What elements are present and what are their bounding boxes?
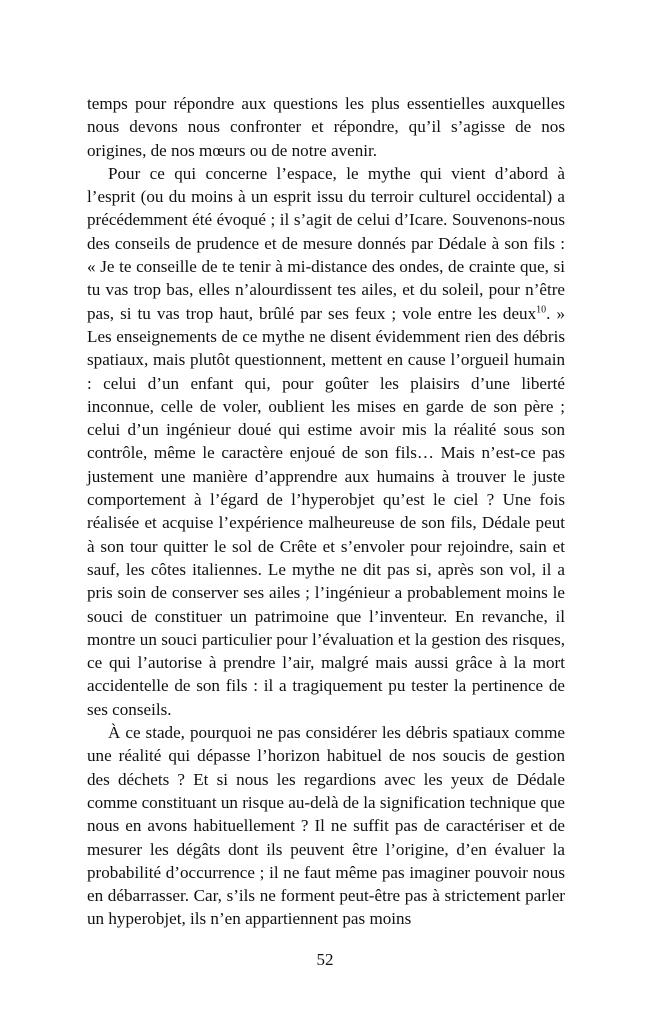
paragraph-text-after-note: . » Les enseignements de ce mythe ne disent évidemment rien des débris spatiaux, mais plutôt questionnent, mettent en cause l’orgueil humain : celui d’un enfant qui, pour goûter les plaisirs d’une liberté inconnue, celle de voler, oublient les mises en garde de son père ; celui d’un ingénieur doué qui estime avoir mis la réalité sous son contrôle, même le caractère enjoué de son fils… Mais n’est-ce pas justement une manière d’apprendre aux humains à trouver le juste comportement à l’égard de l’hyperobjet qu’est le ciel ? Une fois réalisée et acquise l’expérience malheureuse de son fils, Dédale peut à son tour quitter le sol de Crête et s’envoler pour rejoindre, sain et sauf, les côtes italiennes. Le mythe ne dit pas si, après son vol, il a pris soin de conserver ses ailes ; l’ingénieur a probablement moins le souci de constituer un patrimoine que l’inventeur. En revanche, il montre un souci particulier pour l’évaluation et la gestion des risques, ce qui l’autorise à prendre l’air, malgré mais aussi grâce à la mort accidentelle de son fils : il a tragiquement pu tester la pertinence de ses conseils. bbox=[87, 303, 566, 719]
page-number: 52 bbox=[316, 950, 334, 969]
body-text bbox=[87, 92, 565, 931]
paragraph-icarus-myth bbox=[87, 162, 565, 721]
paragraph-space-debris: À ce stade, pourquoi ne pas considérer les débris spatiaux comme une réalité qui dépasse l’horizon habituel de nos soucis de gestion des déchets ? Et si nous les regardions avec les yeux de Dédale comme constituant un risque au-delà de la signification technique que nous en avons habituellement ? Il ne suffit pas de caractériser et de mesurer les dégâts dont ils peuvent être l’origine, d’en évaluer la probabilité d’occurrence ; il ne faut même pas imaginer pouvoir nous en débarrasser. Car, s’ils ne forment peut-être pas à strictement parler un hyperobjet, ils n’en appartiennent pas moins bbox=[87, 723, 565, 929]
paragraph-text-before-note: Pour ce qui concerne l’espace, le mythe qui vient d’abord à l’esprit (ou du moins à un esprit issu du terroir culturel occidental) a précédemment été évoqué ; il s’agit de celui d’Icare. Souvenons-nous des conseils de prudence et de mesure donnés par Dédale à son fils : « Je te conseille de te tenir à mi-distance des ondes, de crainte que, si tu vas trop bas, elles n’alourdissent tes ailes, et du soleil, pour n’être pas, si tu vas trop haut, brûlé par ses feux ; vole entre les deux bbox=[87, 163, 565, 323]
footnote-reference[interactable]: 10 bbox=[536, 303, 547, 315]
paragraph-continued: temps pour répondre aux questions les plus essentielles auxquelles nous devons nous confronter et répondre, qu’il s’agisse de nos origines, de nos mœurs ou de notre avenir. bbox=[87, 94, 565, 160]
